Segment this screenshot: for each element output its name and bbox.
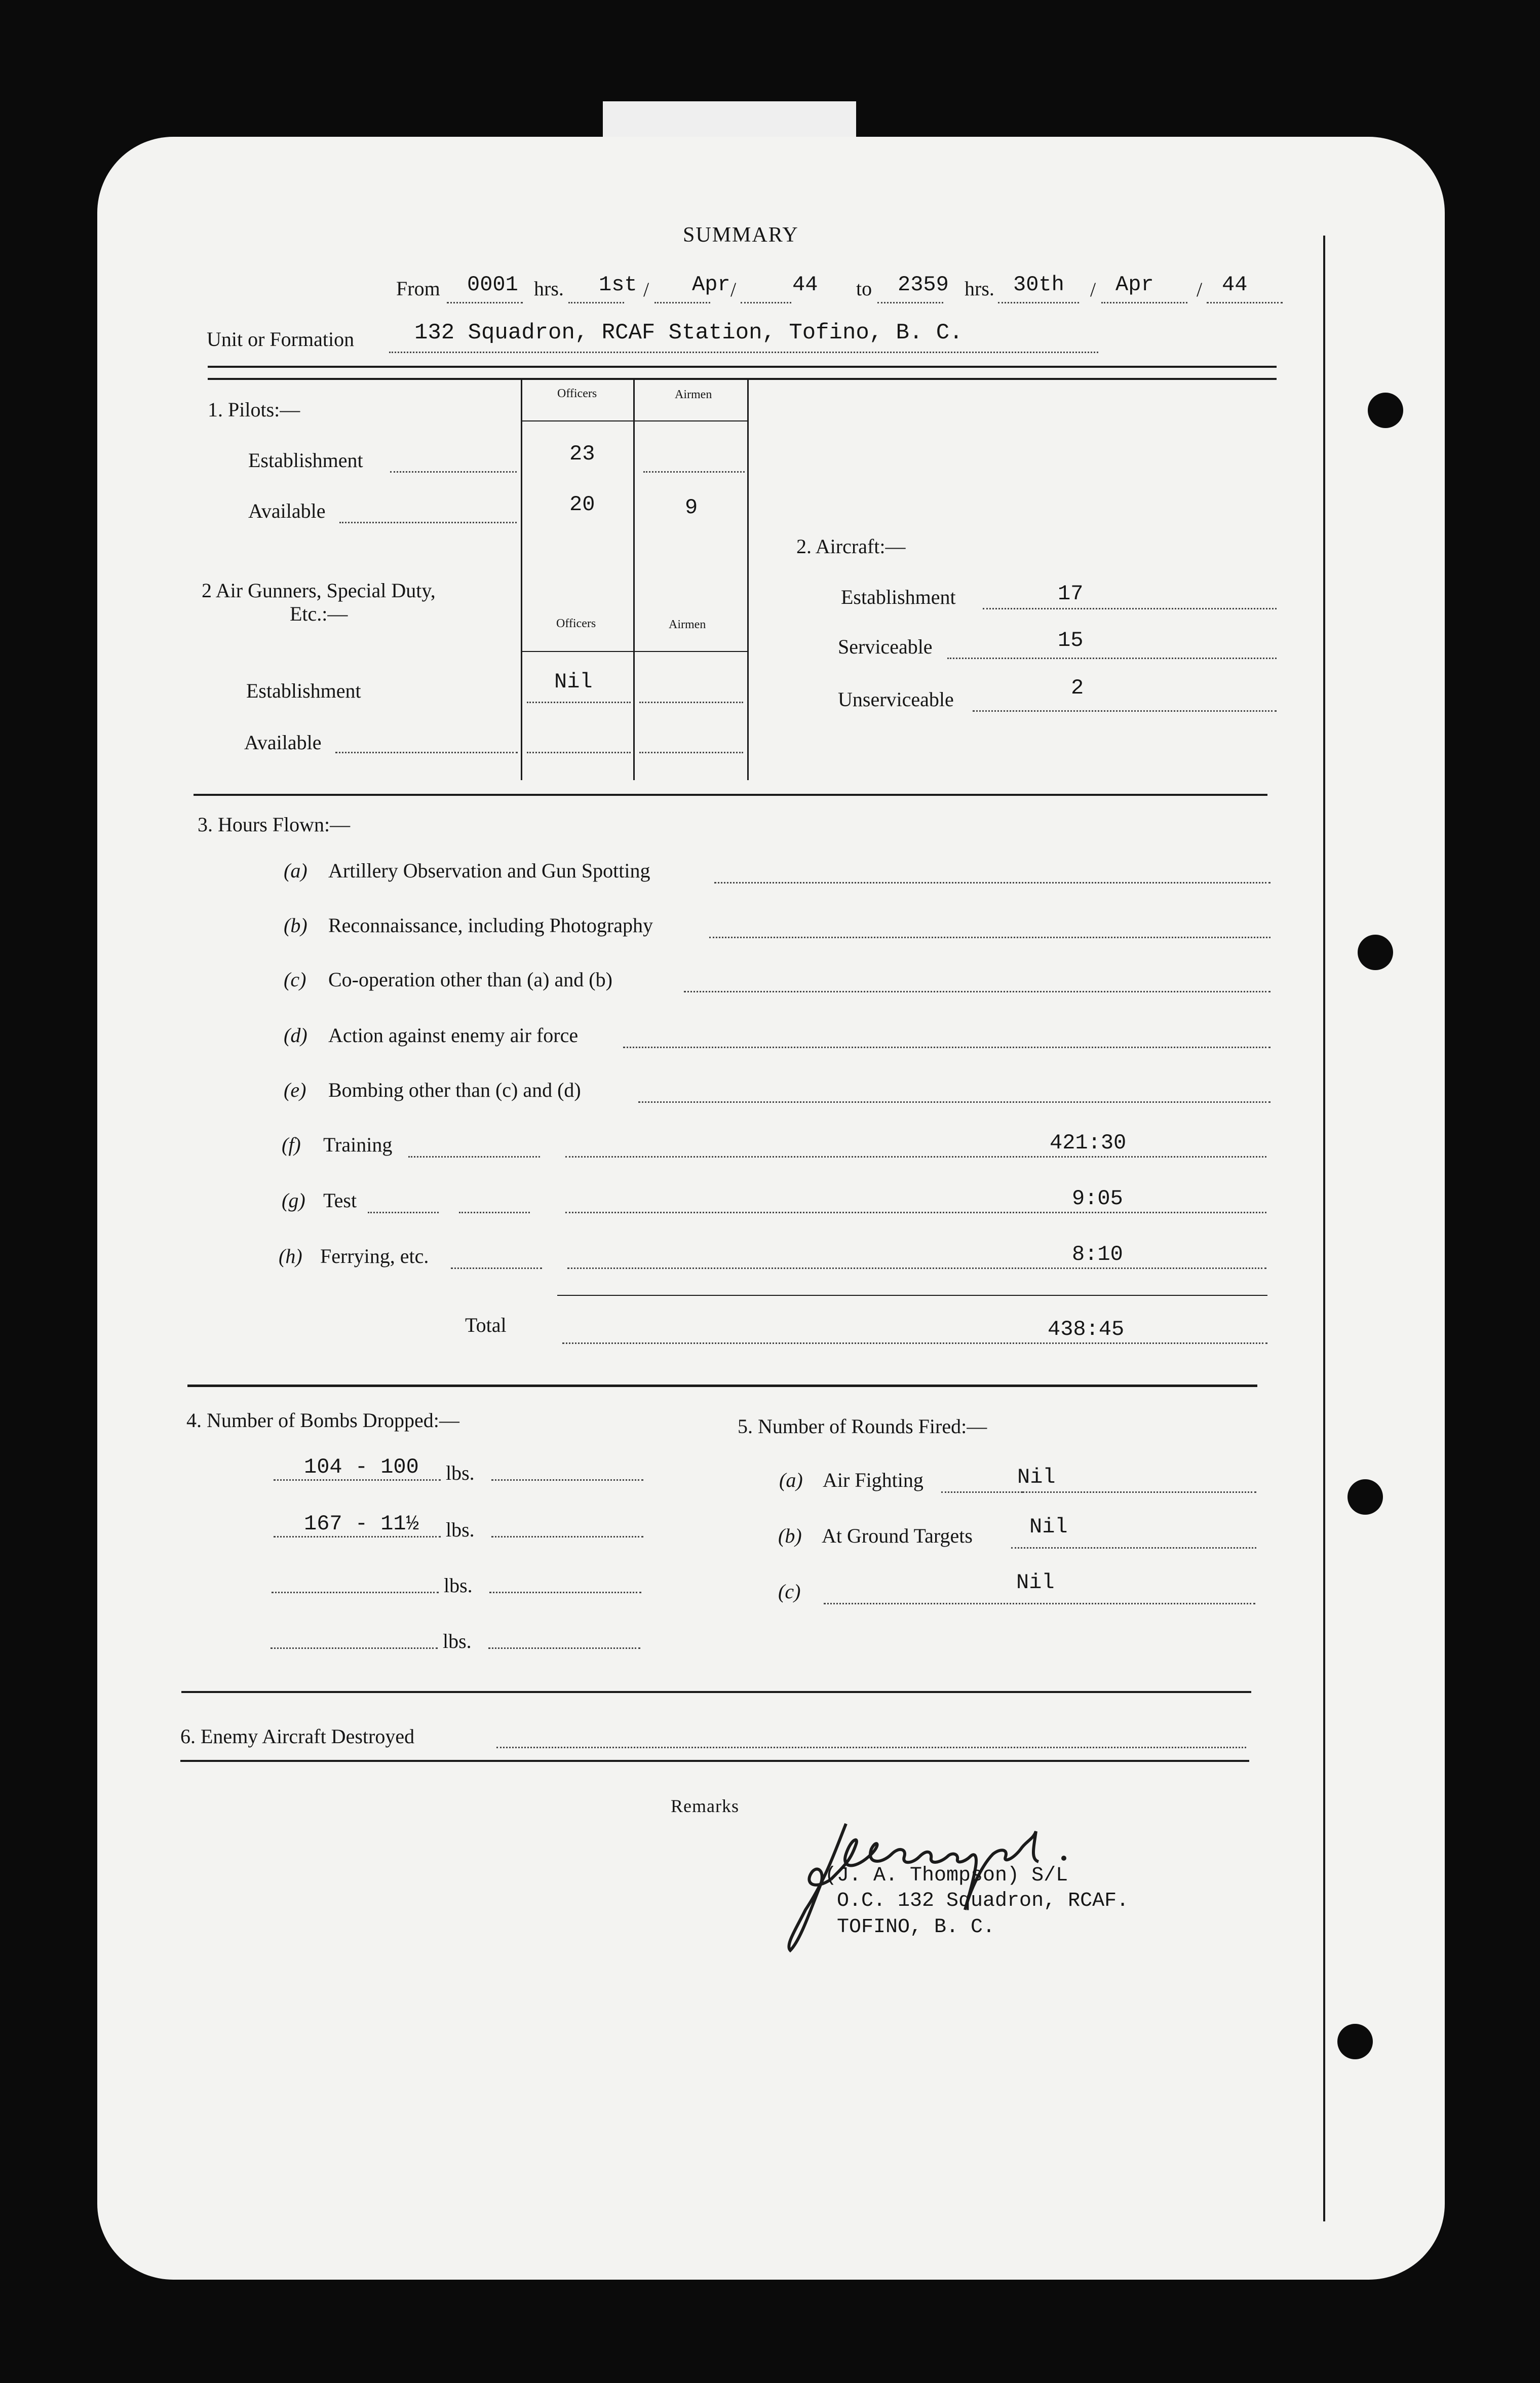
bombs-row: lbs. xyxy=(271,1623,650,1654)
rounds-ground-targets-value: Nil xyxy=(1029,1515,1068,1539)
hours-row-h: (h) Ferrying, etc. 8:10 xyxy=(279,1244,1266,1275)
pilots-col-officers: Officers xyxy=(557,387,597,400)
unit-value: 132 Squadron, RCAF Station, Tofino, B. C. xyxy=(414,320,963,345)
gunners-heading-line1: 2 Air Gunners, Special Duty, xyxy=(202,579,436,602)
binder-hole xyxy=(1348,1479,1383,1515)
aircraft-serviceable-label: Serviceable xyxy=(838,635,933,658)
aircraft-establishment-label: Establishment xyxy=(841,586,956,608)
bombs-row: 104 - 100 lbs. xyxy=(274,1455,653,1485)
rounds-row-c: (c) Nil xyxy=(778,1580,1259,1610)
aircraft-establishment-value: 17 xyxy=(1058,582,1084,606)
from-time: 0001 xyxy=(467,273,518,297)
hours-total-value: 438:45 xyxy=(1048,1317,1125,1341)
aircraft-unserviceable-value: 2 xyxy=(1071,676,1084,700)
pilots-col-airmen: Airmen xyxy=(675,388,712,401)
remarks-heading: Remarks xyxy=(671,1796,739,1816)
from-hrs-label: hrs. xyxy=(534,277,564,300)
hours-total-label: Total xyxy=(465,1314,507,1336)
from-day: 1st xyxy=(599,273,637,297)
binder-hole xyxy=(1337,2024,1373,2059)
rounds-air-fighting-value: Nil xyxy=(1017,1465,1056,1489)
hours-row-c: (c) Co-operation other than (a) and (b) xyxy=(284,968,1272,998)
rounds-row-a: (a) Air Fighting Nil xyxy=(779,1468,1260,1498)
hours-row-f: (f) Training 421:30 xyxy=(282,1133,1269,1163)
from-label: From xyxy=(396,277,440,300)
to-day: 30th xyxy=(1013,273,1064,297)
gunners-col-officers: Officers xyxy=(556,617,596,630)
bombs-row: lbs. xyxy=(272,1567,651,1598)
period-line: From 0001 hrs. 1st / Apr / 44 to 2359 hrs. 30th / Apr / 44 xyxy=(396,273,1288,308)
bombs-row: 167 - 11½ lbs. xyxy=(274,1512,653,1542)
hours-ferrying-value: 8:10 xyxy=(1072,1242,1123,1266)
summary-title: SUMMARY xyxy=(683,223,799,247)
hours-heading: 3. Hours Flown:— xyxy=(198,813,351,836)
gunners-heading-line2: Etc.:— xyxy=(290,602,348,625)
signature-name: (J. A. Thompson) S/L xyxy=(825,1864,1068,1887)
bombs-heading: 4. Number of Bombs Dropped:— xyxy=(186,1409,459,1432)
gunners-col-airmen: Airmen xyxy=(669,618,706,631)
pilots-available-label: Available xyxy=(248,499,326,522)
to-year: 44 xyxy=(1222,273,1248,297)
hours-row-d: (d) Action against enemy air force xyxy=(284,1023,1272,1054)
rounds-row-b: (b) At Ground Targets Nil xyxy=(778,1524,1259,1554)
hours-test-value: 9:05 xyxy=(1072,1186,1123,1211)
to-time: 2359 xyxy=(898,273,949,297)
hours-row-e: (e) Bombing other than (c) and (d) xyxy=(284,1078,1272,1108)
from-month: Apr xyxy=(692,273,730,297)
gunners-establishment-officers: Nil xyxy=(554,670,593,694)
to-label: to xyxy=(856,277,872,300)
right-margin-rule xyxy=(1323,236,1325,2221)
binder-hole xyxy=(1358,935,1393,970)
pilots-available-officers: 20 xyxy=(569,492,595,517)
unit-label: Unit or Formation xyxy=(207,328,355,351)
pilots-available-airmen: 9 xyxy=(685,495,698,520)
hours-row-a: (a) Artillery Observation and Gun Spotting xyxy=(284,859,1272,889)
unit-line xyxy=(207,320,1281,356)
aircraft-serviceable-value: 15 xyxy=(1058,628,1084,652)
binder-hole xyxy=(1368,393,1403,428)
hours-row-b: (b) Reconnaissance, including Photography xyxy=(284,913,1272,944)
hours-row-g: (g) Test 9:05 xyxy=(282,1188,1269,1219)
enemy-heading: 6. Enemy Aircraft Destroyed xyxy=(180,1725,415,1748)
aircraft-unserviceable-label: Unserviceable xyxy=(838,688,954,711)
pilots-establishment-label: Establishment xyxy=(248,449,363,472)
signature-location: TOFINO, B. C. xyxy=(837,1916,995,1939)
from-year: 44 xyxy=(792,273,818,297)
gunners-available-label: Available xyxy=(244,731,322,754)
rounds-heading: 5. Number of Rounds Fired:— xyxy=(738,1415,987,1438)
to-hrs-label: hrs. xyxy=(965,277,994,300)
signature-title: O.C. 132 Squadron, RCAF. xyxy=(837,1890,1129,1912)
gunners-establishment-label: Establishment xyxy=(246,679,361,702)
hours-training-value: 421:30 xyxy=(1050,1131,1127,1155)
rounds-c-value: Nil xyxy=(1016,1570,1055,1595)
to-month: Apr xyxy=(1115,273,1154,297)
aircraft-heading: 2. Aircraft:— xyxy=(796,535,906,558)
pilots-heading: 1. Pilots:— xyxy=(208,398,300,421)
pilots-establishment-officers: 23 xyxy=(569,442,595,466)
